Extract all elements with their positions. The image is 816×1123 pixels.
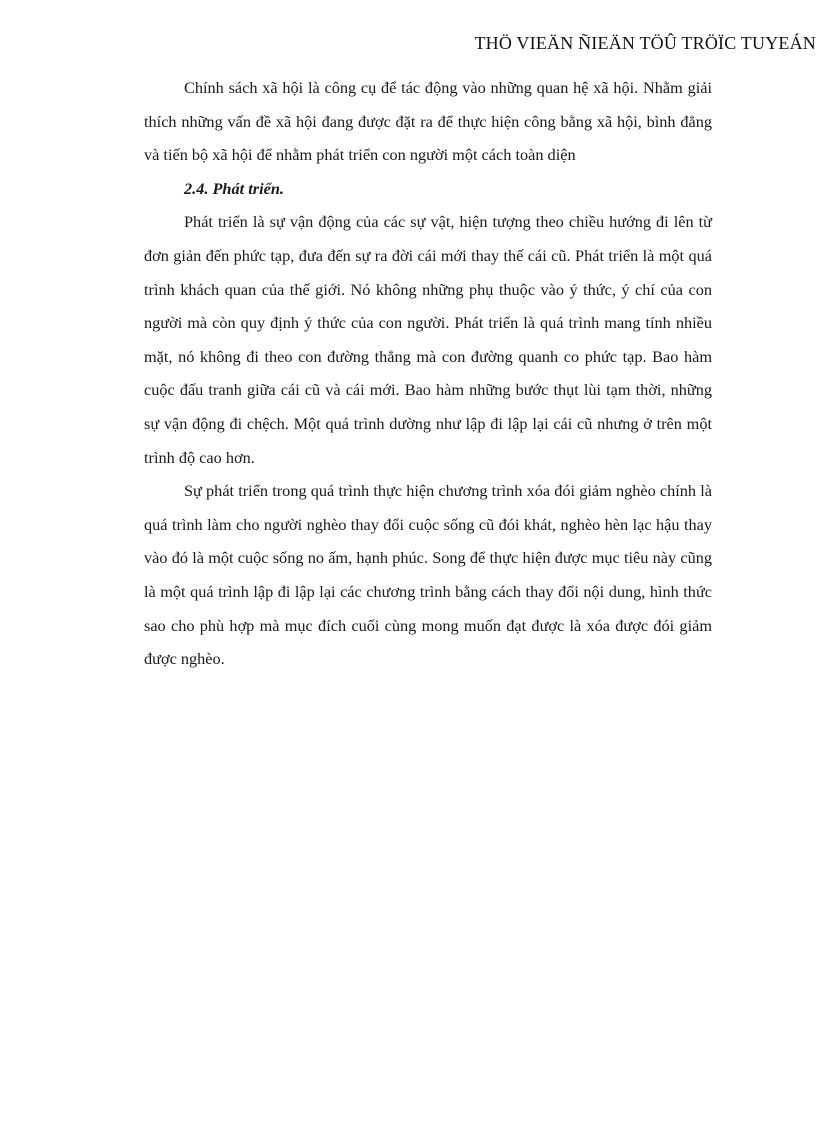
section-heading: 2.4. Phát triển. — [184, 178, 284, 198]
body-paragraph-social-policy: Chính sách xã hội là công cụ để tác động vào những quan hệ xã hội. Nhằm giải thích những vấn đề xã hội đang được đặt ra để thực hiện công bằng xã hội, bình đẳng và tiến bộ xã hội để nhằm phát triển con người một cách toàn diện — [144, 78, 712, 165]
running-header: THÖ VIEÄN ÑIEÄN TÖÛ TRÖÏC TUYEÁN — [474, 33, 816, 53]
body-paragraph-development-definition: Phát triển là sự vận động của các sự vật, hiện tượng theo chiều hướng đi lên từ đơn giản đến phức tạp, đưa đến sự ra đời cái mới thay thế cái cũ. Phát triển là một quá trình khách quan của thế giới. Nó không những phụ thuộc vào ý thức, ý chí của con người mà còn quy định ý thức của con người. Phát triển là quá trình mang tính nhiều mặt, nó không đi theo con đường thẳng mà con đường quanh co phức tạp. Bao hàm cuộc đấu tranh giữa cái cũ và cái mới. Bao hàm những bước thụt lùi tạm thời, những sự vận động đi chệch. Một quá trình dường như lập đi lập lại cái cũ nhưng ở trên một trình độ cao hơn. — [144, 212, 712, 467]
body-paragraph-poverty-reduction: Sự phát triển trong quá trình thực hiện chương trình xóa đói giảm nghèo chính là quá trình làm cho người nghèo thay đổi cuộc sống cũ đói khát, nghèo hèn lạc hậu thay vào đó là một cuộc sống no ấm, hạnh phúc. Song để thực hiện được mục tiêu này cũng là một quá trình lập đi lập lại các chương trình bằng cách thay đổi nội dung, hình thức sao cho phù hợp mà mục đích cuối cùng mong muốn đạt được là xóa được đói giảm được nghèo. — [144, 481, 712, 669]
document-body — [144, 70, 712, 676]
